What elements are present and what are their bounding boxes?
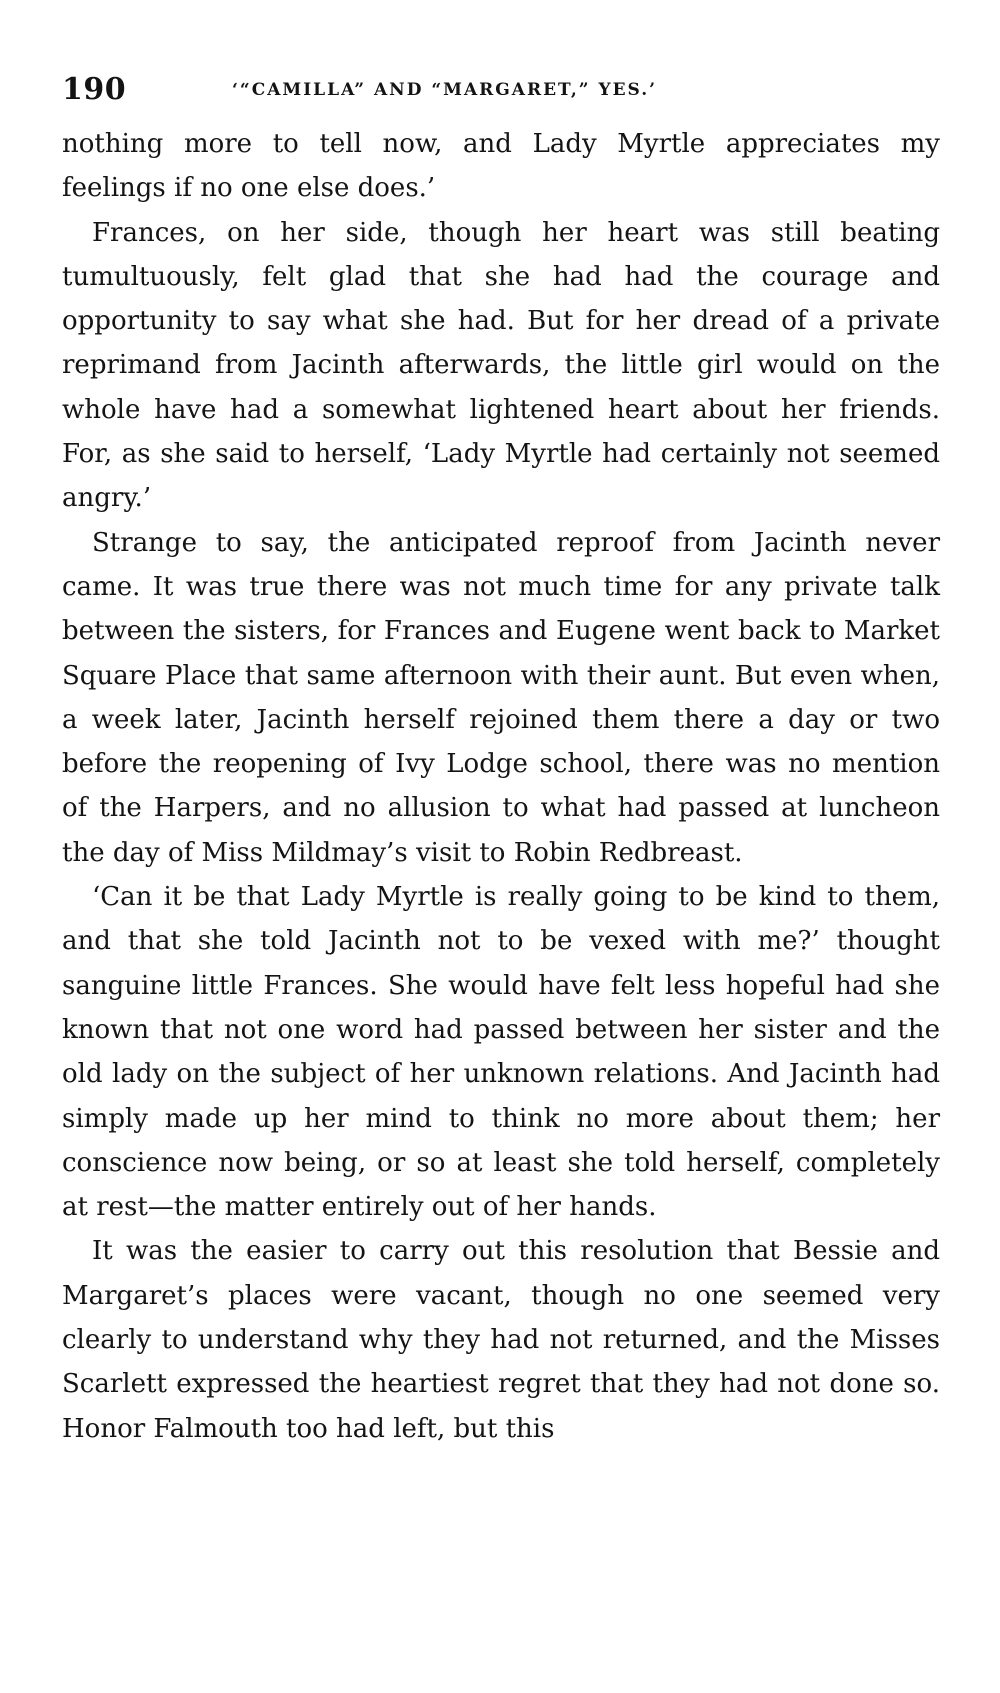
page-header <box>62 72 940 116</box>
paragraph: It was the easier to carry out this resolution that Bessie and Margaret’s places were vacant, though no one seemed very clearly to understand why they had not returned, and the Misses Scarlett expressed the heartiest regret that they had not done so. Honor Falmouth too had left, but this <box>62 1236 940 1444</box>
paragraph-continuation: nothing more to tell now, and Lady Myrtle appreciates my feelings if no one else does.’ <box>62 129 940 204</box>
paragraph: Strange to say, the anticipated reproof from Jacinth never came. It was true there was not much time for any private talk between the sisters, for Frances and Eugene went back to Market Square Place that same afternoon with their aunt. But even when, a week later, Jacinth herself rejoined them there a day or two before the reopening of Ivy Lodge school, there was no mention of the Harpers, and no allusion to what had passed at luncheon the day of Miss Mildmay’s visit to Robin Redbreast. <box>62 527 940 868</box>
running-head: ‘“CAMILLA” AND “MARGARET,” YES.’ <box>232 80 658 100</box>
paragraph: Frances, on her side, though her heart was still beating tumultuously, felt glad that she had had the courage and opportunity to say what she had. But for her dread of a private reprimand from Jacinth afterwards, the little girl would on the whole have had a somewhat lightened heart about her friends. For, as she said to herself, ‘Lady Myrtle had certainly not seemed angry.’ <box>62 217 940 514</box>
paragraph: ‘Can it be that Lady Myrtle is really going to be kind to them, and that she told Jacinth not to be vexed with me?’ thought sanguine little Frances. She would have felt less hopeful had she known that not one word had passed between her sister and the old lady on the subject of her unknown relations. And Jacinth had simply made up her mind to think no more about them; her conscience now being, or so at least she told herself, completely at rest—the matter entirely out of her hands. <box>62 882 940 1223</box>
body-text <box>62 122 940 1451</box>
book-page <box>62 72 940 1451</box>
page-number: 190 <box>62 72 127 107</box>
